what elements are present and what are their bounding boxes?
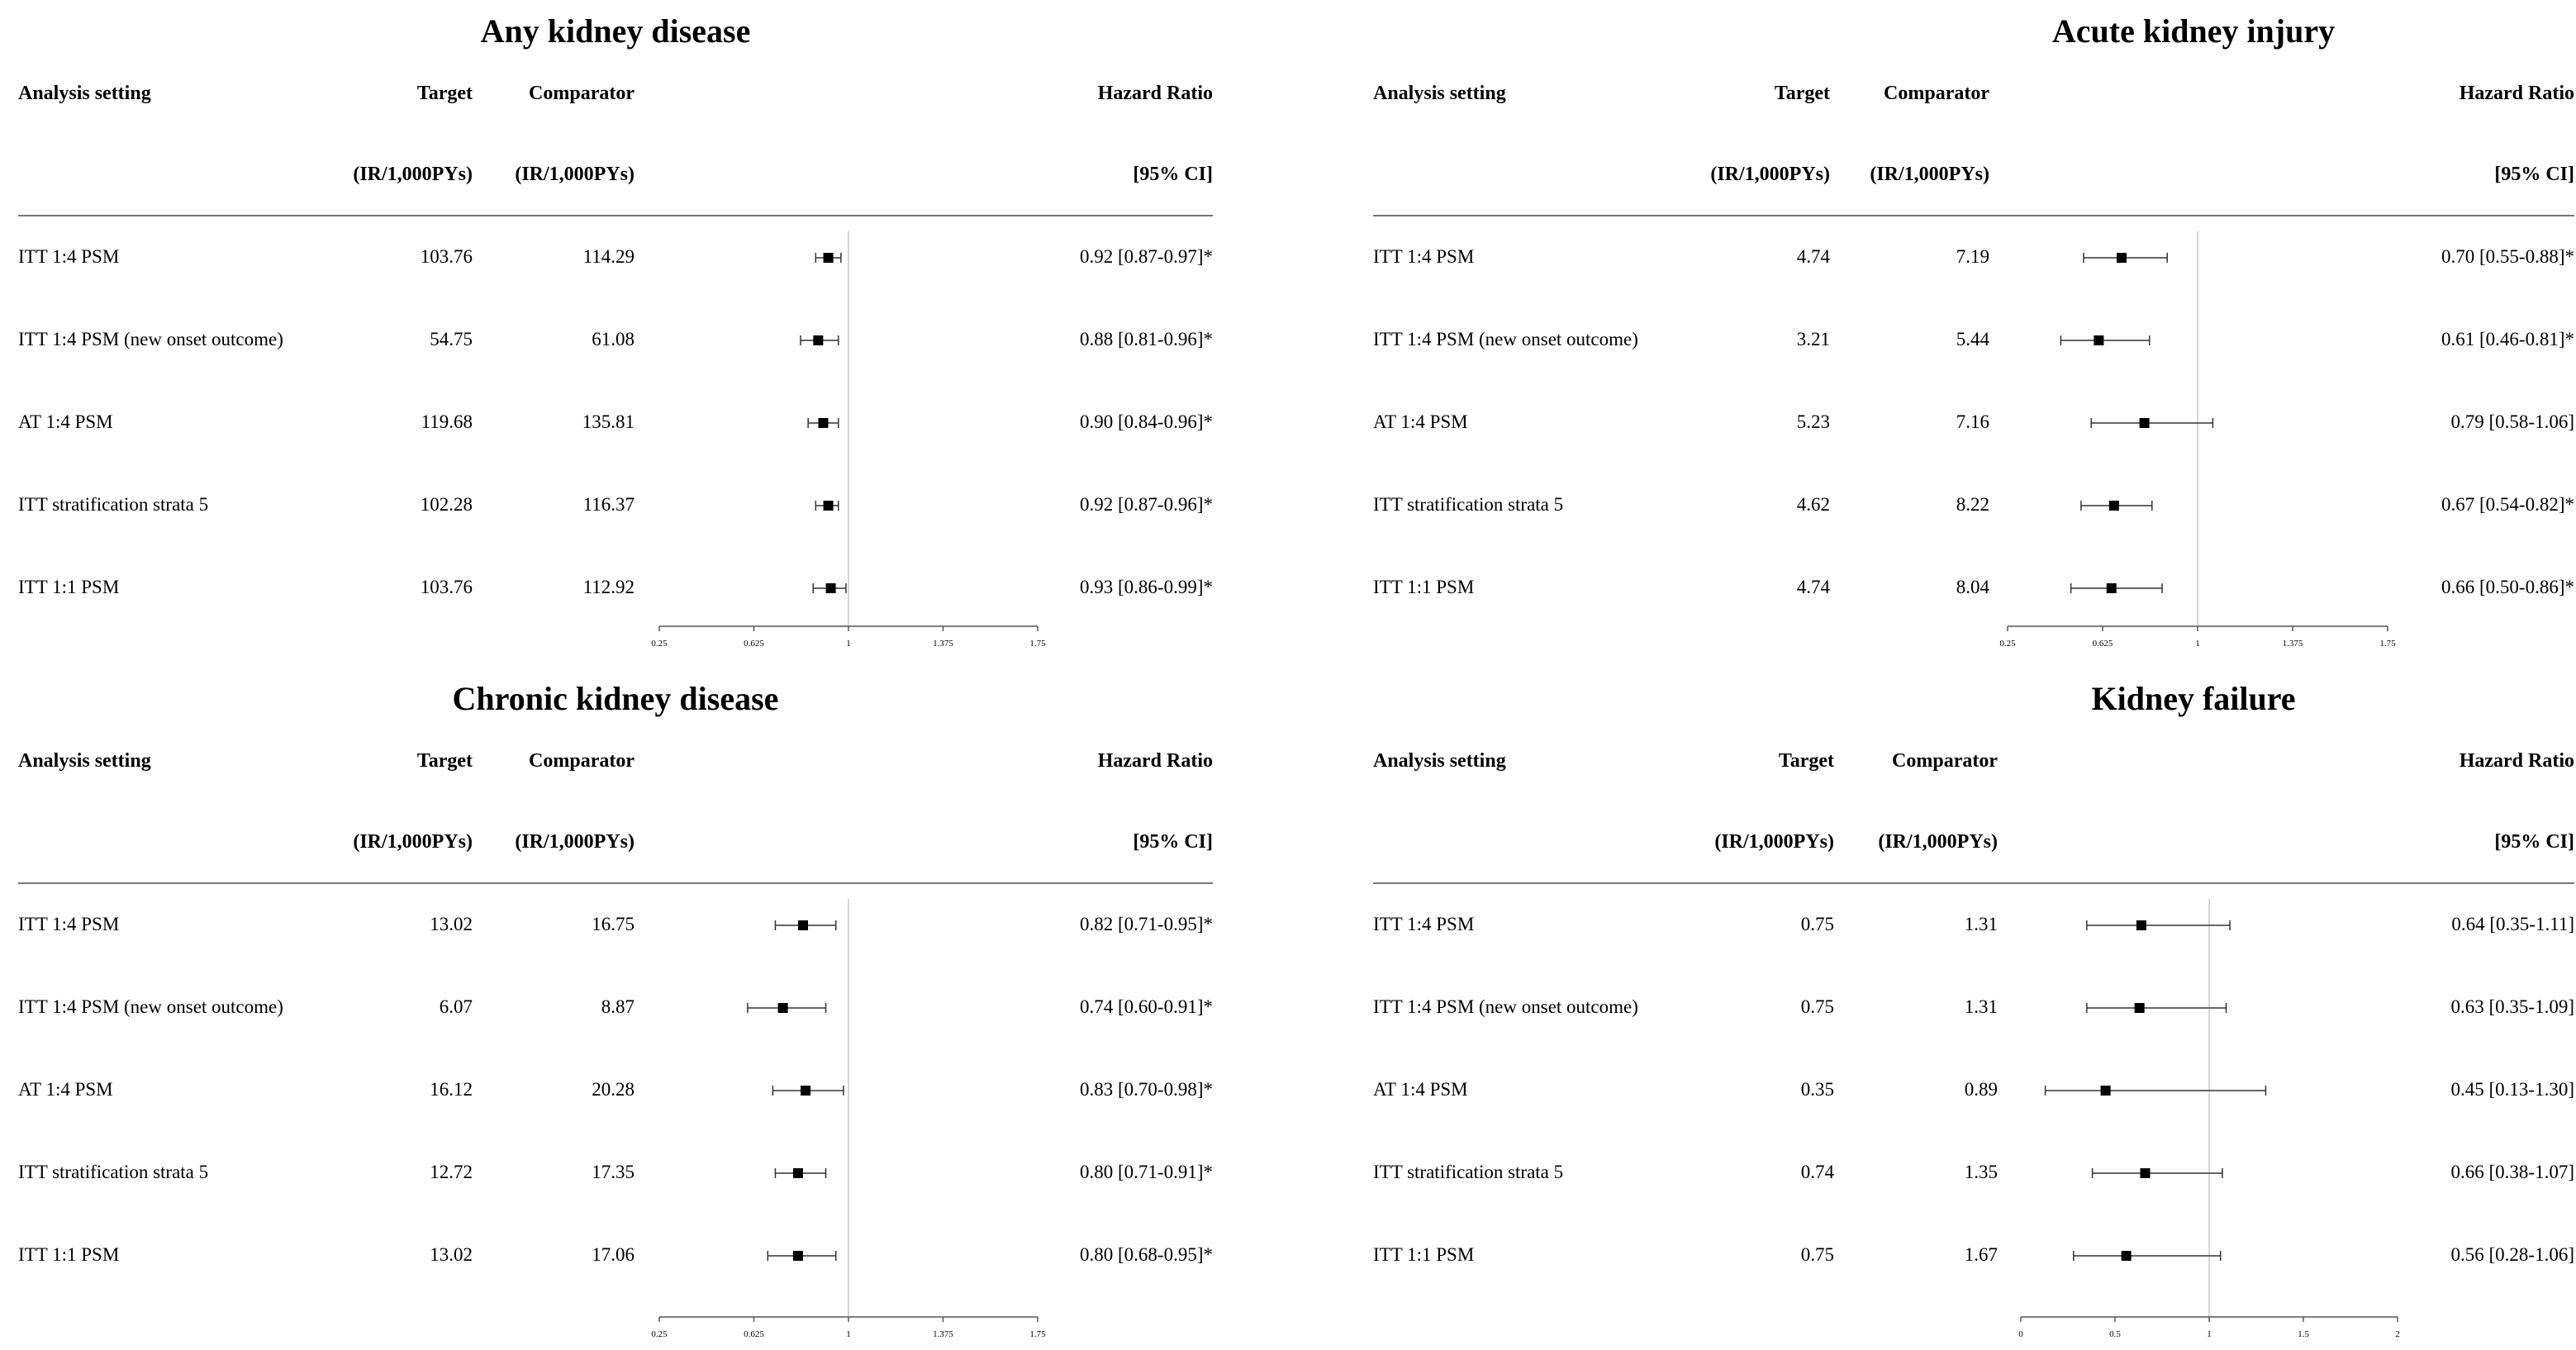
forest-plot [1355, 899, 2576, 1350]
x-axis-tick-label: 0.625 [744, 1329, 764, 1339]
row-comparator-ir: 0.89 [1964, 1079, 1998, 1100]
x-axis-tick-label: 1 [846, 1329, 851, 1339]
row-hazard-ratio-label: 0.92 [0.87-0.96]* [1080, 494, 1213, 515]
header-divider [18, 215, 1213, 216]
header-comparator: Comparator [529, 750, 634, 772]
row-analysis-setting: ITT 1:4 PSM (new onset outcome) [1373, 329, 1638, 349]
row-target-ir: 0.74 [1800, 1162, 1834, 1182]
header-hazard-ratio: Hazard Ratio [2459, 83, 2574, 104]
row-analysis-setting: ITT 1:4 PSM [18, 914, 120, 934]
hazard-ratio-point [778, 1003, 788, 1013]
row-hazard-ratio-label: 0.67 [0.54-0.82]* [2441, 494, 2574, 515]
x-axis-tick-label: 1.375 [2282, 639, 2303, 649]
forest-plot [1355, 231, 2576, 659]
row-analysis-setting: ITT stratification strata 5 [1373, 1162, 1564, 1182]
hazard-ratio-point [813, 335, 823, 345]
row-analysis-setting: ITT 1:4 PSM (new onset outcome) [18, 329, 283, 349]
x-axis-tick-label: 1.375 [933, 1329, 953, 1339]
hazard-ratio-point [2094, 335, 2103, 345]
row-analysis-setting: ITT 1:4 PSM [1373, 914, 1475, 934]
row-comparator-ir: 8.87 [601, 996, 634, 1017]
row-hazard-ratio-label: 0.80 [0.68-0.95]* [1080, 1244, 1213, 1265]
row-target-ir: 102.28 [420, 494, 473, 515]
header-analysis-setting: Analysis setting [1373, 750, 1506, 772]
row-target-ir: 119.68 [421, 411, 473, 432]
header-hazard-ratio: Hazard Ratio [1097, 750, 1213, 772]
header-target: Target [416, 750, 473, 772]
row-target-ir: 12.72 [430, 1162, 473, 1182]
row-comparator-ir: 116.37 [582, 494, 634, 515]
row-comparator-ir: 17.35 [592, 1162, 634, 1182]
row-analysis-setting: ITT 1:1 PSM [18, 1244, 120, 1265]
header-ci: [95% CI] [2494, 831, 2574, 853]
header-divider [1373, 215, 2574, 216]
forest-panel [1355, 0, 2576, 663]
row-hazard-ratio-label: 0.56 [0.28-1.06] [2450, 1244, 2574, 1265]
header-comparator: Comparator [1892, 750, 1998, 772]
row-target-ir: 4.74 [1796, 577, 1830, 597]
header-ci: [95% CI] [2494, 164, 2574, 185]
header-target-unit: (IR/1,000PYs) [353, 831, 473, 853]
x-axis-tick-label: 1.5 [2298, 1329, 2309, 1339]
row-target-ir: 0.75 [1800, 914, 1834, 934]
row-hazard-ratio-label: 0.90 [0.84-0.96]* [1080, 411, 1213, 432]
hazard-ratio-point [2107, 583, 2117, 593]
header-target: Target [1778, 750, 1834, 772]
row-analysis-setting: AT 1:4 PSM [1373, 411, 1468, 432]
row-comparator-ir: 112.92 [582, 577, 634, 597]
x-axis-tick-label: 1.375 [933, 639, 953, 649]
hazard-ratio-point [2109, 501, 2119, 511]
row-target-ir: 54.75 [430, 329, 473, 349]
x-axis-tick-label: 0 [2018, 1329, 2023, 1339]
header-divider [1373, 882, 2574, 884]
row-comparator-ir: 135.81 [582, 411, 634, 432]
header-target-unit: (IR/1,000PYs) [1710, 164, 1830, 185]
row-target-ir: 4.74 [1796, 246, 1830, 267]
row-comparator-ir: 1.31 [1964, 996, 1998, 1017]
row-target-ir: 5.23 [1796, 411, 1830, 432]
row-hazard-ratio-label: 0.74 [0.60-0.91]* [1080, 996, 1213, 1017]
hazard-ratio-point [793, 1168, 803, 1178]
header-comparator-unit: (IR/1,000PYs) [1870, 164, 1989, 185]
row-hazard-ratio-label: 0.66 [0.38-1.07] [2450, 1162, 2574, 1182]
hazard-ratio-point [2136, 920, 2146, 930]
hazard-ratio-point [798, 920, 808, 930]
row-comparator-ir: 17.06 [592, 1244, 634, 1265]
row-hazard-ratio-label: 0.70 [0.55-0.88]* [2441, 246, 2574, 267]
row-comparator-ir: 61.08 [592, 329, 634, 349]
header-comparator-unit: (IR/1,000PYs) [515, 831, 634, 853]
row-comparator-ir: 114.29 [582, 246, 634, 267]
header-ci: [95% CI] [1133, 164, 1213, 185]
hazard-ratio-point [824, 501, 834, 511]
row-hazard-ratio-label: 0.61 [0.46-0.81]* [2441, 329, 2574, 349]
row-hazard-ratio-label: 0.79 [0.58-1.06] [2450, 411, 2574, 432]
row-target-ir: 103.76 [420, 246, 473, 267]
x-axis-tick-label: 2 [2395, 1329, 2400, 1339]
row-analysis-setting: ITT 1:4 PSM [18, 246, 120, 267]
x-axis-tick-label: 0.25 [651, 639, 668, 649]
row-comparator-ir: 8.22 [1956, 494, 1989, 515]
row-analysis-setting: ITT stratification strata 5 [18, 494, 209, 515]
hazard-ratio-point [2122, 1251, 2132, 1261]
panel-title: Chronic kidney disease [452, 680, 779, 717]
hazard-ratio-point [824, 253, 834, 263]
header-target: Target [416, 83, 473, 104]
x-axis-tick-label: 1.75 [1029, 639, 1046, 649]
hazard-ratio-point [2101, 1086, 2111, 1096]
header-comparator: Comparator [529, 83, 634, 104]
row-analysis-setting: AT 1:4 PSM [18, 411, 113, 432]
hazard-ratio-point [2140, 418, 2150, 428]
x-axis-tick-label: 1.75 [2379, 639, 2396, 649]
row-analysis-setting: ITT stratification strata 5 [1373, 494, 1564, 515]
header-analysis-setting: Analysis setting [18, 750, 151, 772]
row-hazard-ratio-label: 0.64 [0.35-1.11] [2451, 914, 2574, 934]
row-comparator-ir: 5.44 [1956, 329, 1989, 349]
x-axis-tick-label: 0.5 [2109, 1329, 2121, 1339]
row-hazard-ratio-label: 0.82 [0.71-0.95]* [1080, 914, 1213, 934]
row-analysis-setting: ITT stratification strata 5 [18, 1162, 209, 1182]
row-analysis-setting: ITT 1:4 PSM (new onset outcome) [1373, 996, 1638, 1017]
panel-title: Any kidney disease [480, 12, 751, 50]
header-comparator-unit: (IR/1,000PYs) [1878, 831, 1998, 853]
header-target: Target [1774, 83, 1830, 104]
header-target-unit: (IR/1,000PYs) [1714, 831, 1834, 853]
row-comparator-ir: 7.19 [1956, 246, 1989, 267]
hazard-ratio-point [793, 1251, 803, 1261]
header-target-unit: (IR/1,000PYs) [353, 164, 473, 185]
row-target-ir: 3.21 [1796, 329, 1830, 349]
row-comparator-ir: 1.35 [1964, 1162, 1998, 1182]
row-hazard-ratio-label: 0.88 [0.81-0.96]* [1080, 329, 1213, 349]
row-analysis-setting: AT 1:4 PSM [1373, 1079, 1468, 1100]
x-axis-tick-label: 1 [846, 639, 851, 649]
row-hazard-ratio-label: 0.45 [0.13-1.30] [2450, 1079, 2574, 1100]
header-hazard-ratio: Hazard Ratio [2459, 750, 2574, 772]
panel-title: Acute kidney injury [2051, 12, 2336, 50]
forest-panel [1355, 668, 2576, 1339]
row-target-ir: 4.62 [1796, 494, 1830, 515]
hazard-ratio-point [2135, 1003, 2145, 1013]
panel-title: Kidney failure [2091, 680, 2296, 717]
forest-panel [0, 668, 1214, 1339]
row-target-ir: 16.12 [430, 1079, 473, 1100]
row-target-ir: 103.76 [420, 577, 473, 597]
header-analysis-setting: Analysis setting [18, 83, 151, 104]
hazard-ratio-point [801, 1086, 810, 1096]
header-analysis-setting: Analysis setting [1373, 83, 1506, 104]
row-comparator-ir: 16.75 [592, 914, 634, 934]
header-divider [18, 882, 1213, 884]
row-hazard-ratio-label: 0.93 [0.86-0.99]* [1080, 577, 1213, 597]
row-analysis-setting: ITT 1:1 PSM [1373, 577, 1475, 597]
header-ci: [95% CI] [1133, 831, 1213, 853]
x-axis-tick-label: 1 [2207, 1329, 2212, 1339]
forest-plot [0, 899, 1214, 1350]
forest-plot [0, 231, 1214, 659]
hazard-ratio-point [818, 418, 828, 428]
forest-panel [0, 0, 1214, 663]
x-axis-tick-label: 0.625 [744, 639, 764, 649]
row-hazard-ratio-label: 0.80 [0.71-0.91]* [1080, 1162, 1213, 1182]
row-analysis-setting: ITT 1:4 PSM [1373, 246, 1475, 267]
x-axis-tick-label: 1 [2195, 639, 2200, 649]
row-target-ir: 0.75 [1800, 1244, 1834, 1265]
row-analysis-setting: ITT 1:4 PSM (new onset outcome) [18, 996, 283, 1017]
row-comparator-ir: 8.04 [1956, 577, 1989, 597]
hazard-ratio-point [826, 583, 836, 593]
row-analysis-setting: ITT 1:1 PSM [1373, 1244, 1475, 1265]
row-hazard-ratio-label: 0.63 [0.35-1.09] [2450, 996, 2574, 1017]
row-hazard-ratio-label: 0.92 [0.87-0.97]* [1080, 246, 1213, 267]
x-axis-tick-label: 0.625 [2092, 639, 2113, 649]
row-comparator-ir: 7.16 [1956, 411, 1989, 432]
x-axis-tick-label: 1.75 [1029, 1329, 1046, 1339]
hazard-ratio-point [2117, 253, 2127, 263]
row-target-ir: 0.35 [1800, 1079, 1834, 1100]
header-comparator: Comparator [1884, 83, 1989, 104]
row-hazard-ratio-label: 0.83 [0.70-0.98]* [1080, 1079, 1213, 1100]
row-comparator-ir: 1.67 [1964, 1244, 1998, 1265]
row-comparator-ir: 20.28 [592, 1079, 634, 1100]
row-comparator-ir: 1.31 [1964, 914, 1998, 934]
row-target-ir: 6.07 [439, 996, 473, 1017]
header-hazard-ratio: Hazard Ratio [1097, 83, 1213, 104]
x-axis-tick-label: 0.25 [1999, 639, 2016, 649]
row-analysis-setting: AT 1:4 PSM [18, 1079, 113, 1100]
row-analysis-setting: ITT 1:1 PSM [18, 577, 120, 597]
row-target-ir: 13.02 [430, 1244, 473, 1265]
row-target-ir: 13.02 [430, 914, 473, 934]
hazard-ratio-point [2140, 1168, 2150, 1178]
header-comparator-unit: (IR/1,000PYs) [515, 164, 634, 185]
x-axis-tick-label: 0.25 [651, 1329, 668, 1339]
row-target-ir: 0.75 [1800, 996, 1834, 1017]
row-hazard-ratio-label: 0.66 [0.50-0.86]* [2441, 577, 2574, 597]
